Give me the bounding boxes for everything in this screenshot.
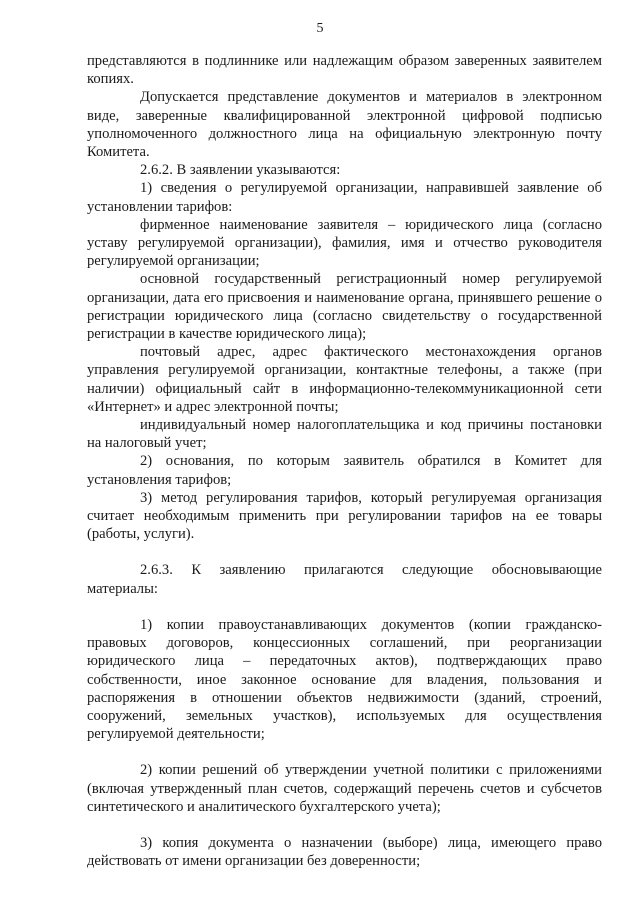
paragraph-materials-item-2: 2) копии решений об утверждении учетной политики с приложениями (включая утвержденный план счетов, содержащий перечень счетов и субсчетов синтетического и аналитического бухгалтерского учета); (87, 762, 602, 815)
paragraph-item-2: 2) основания, по которым заявитель обратился в Комитет для установления тарифов; (87, 453, 602, 488)
paragraph-materials-item-1: 1) копии правоустанавливающих документов (копии гражданско-правовых договоров, концессионных соглашений, при реорганизации юридического лица – передаточных актов), подтверждающих право собственности, иное законное основание для владения, пользования и распоряжения в отношении объектов недвижимости (зданий, строений, сооружений, земельных участков), используемых для осуществления регулируемой деятельности; (87, 616, 602, 743)
paragraph-2-6-3-heading: 2.6.3. К заявлению прилагаются следующие обосновывающие материалы: (87, 562, 602, 597)
paragraph-electronic-submission: Допускается представление документов и материалов в электронном виде, заверенные квалифицированной электронной цифровой подписью уполномоченного должностного лица на официальную электронную почту Комитета. (87, 89, 602, 161)
page-number: 5 (316, 21, 324, 36)
paragraph-address: почтовый адрес, адрес фактического местонахождения органов управления регулируемой организации, контактные телефоны, а также (при наличии) официальный сайт в информационно-телекоммуникационной сети «Интернет» и адрес электронной почты; (87, 344, 602, 415)
paragraph-company-name: фирменное наименование заявителя – юридического лица (согласно уставу регулируемой организации), фамилия, имя и отчество руководителя регулируемой организации; (87, 216, 602, 270)
paragraph-ogrn: основной государственный регистрационный номер регулируемой организации, дата его присвоения и наименование органа, принявшего решение о регистрации юридического лица (согласно свидетельству о государственной регистрации в качестве юридического лица); (87, 271, 602, 343)
paragraph-item-1: 1) сведения о регулируемой организации, направившей заявление об установлении тарифов: (87, 180, 602, 215)
paragraph-2-6-2-heading: 2.6.2. В заявлении указываются: (140, 162, 341, 179)
document-body (87, 52, 602, 870)
paragraph-materials-item-3: 3) копия документа о назначении (выборе) лица, имеющего право действовать от имени организации без доверенности; (87, 834, 602, 870)
paragraph-continuation: представляются в подлиннике или надлежащим образом заверенных заявителем копиях. (87, 53, 602, 88)
paragraph-item-3: 3) метод регулирования тарифов, который регулируемая организация считает необходимым применить при регулировании тарифов на ее товары (работы, услуги). (87, 489, 602, 543)
paragraph-inn: индивидуальный номер налогоплательщика и код причины постановки на налоговый учет; (87, 417, 602, 452)
